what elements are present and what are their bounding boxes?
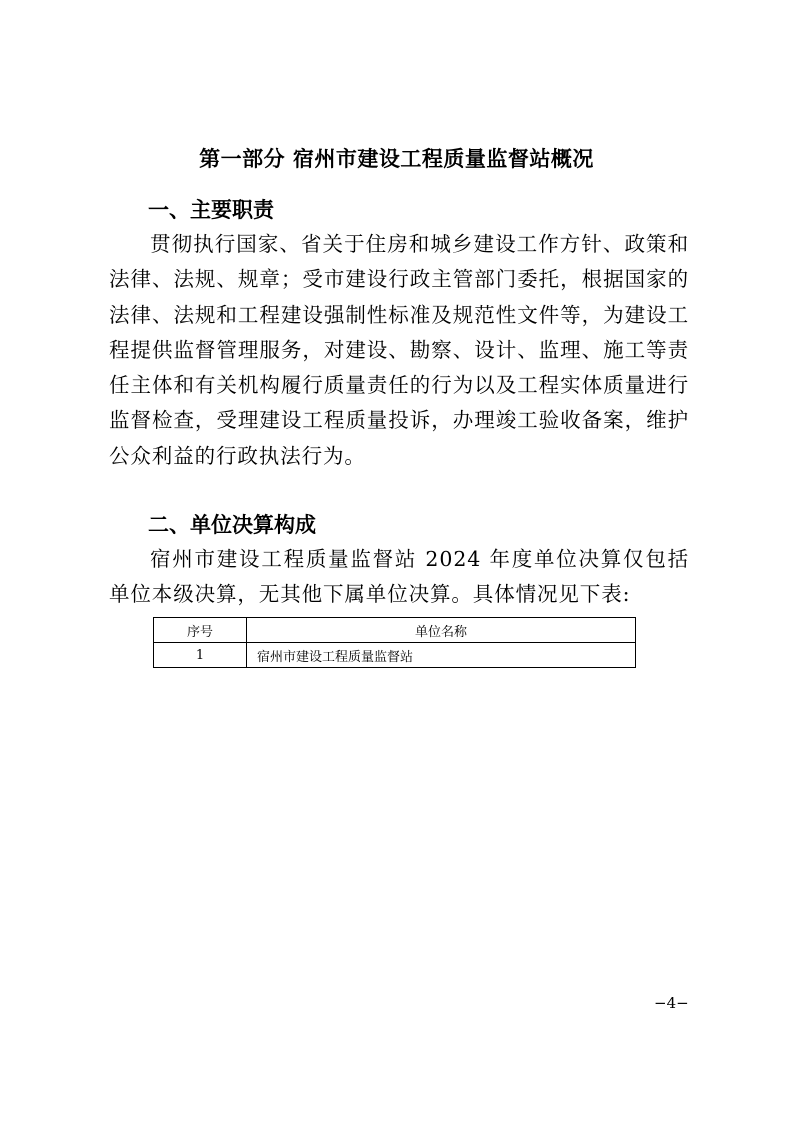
- page-number: −4−: [654, 994, 689, 1012]
- header-index: 序号: [154, 618, 247, 643]
- section-heading-duties: 一、主要职责: [148, 198, 274, 222]
- cell-unit-name: 宿州市建设工程质量监督站: [247, 643, 636, 668]
- unit-table: [153, 617, 636, 668]
- cell-index: 1: [154, 643, 247, 668]
- section-heading-composition: 二、单位决算构成: [148, 513, 316, 537]
- page-title: 第一部分 宿州市建设工程质量监督站概况: [199, 147, 594, 171]
- table-row: [154, 643, 636, 668]
- table-header-row: [154, 618, 636, 643]
- duties-paragraph: 贯彻执行国家、省关于住房和城乡建设工作方针、政策和法律、法规、规章；受市建设行政主管部门委托，根据国家的法律、法规和工程建设强制性标准及规范性文件等，为建设工程提供监督管理服务，对建设、勘察、设计、监理、施工等责任主体和有关机构履行质量责任的行为以及工程实体质量进行监督检查，受理建设工程质量投诉，办理竣工验收备案，维护公众利益的行政执法行为。: [109, 232, 689, 468]
- header-unit-name: 单位名称: [247, 618, 636, 643]
- composition-paragraph: 宿州市建设工程质量监督站 2024 年度单位决算仅包括单位本级决算，无其他下属单位决算。具体情况见下表:: [109, 547, 689, 607]
